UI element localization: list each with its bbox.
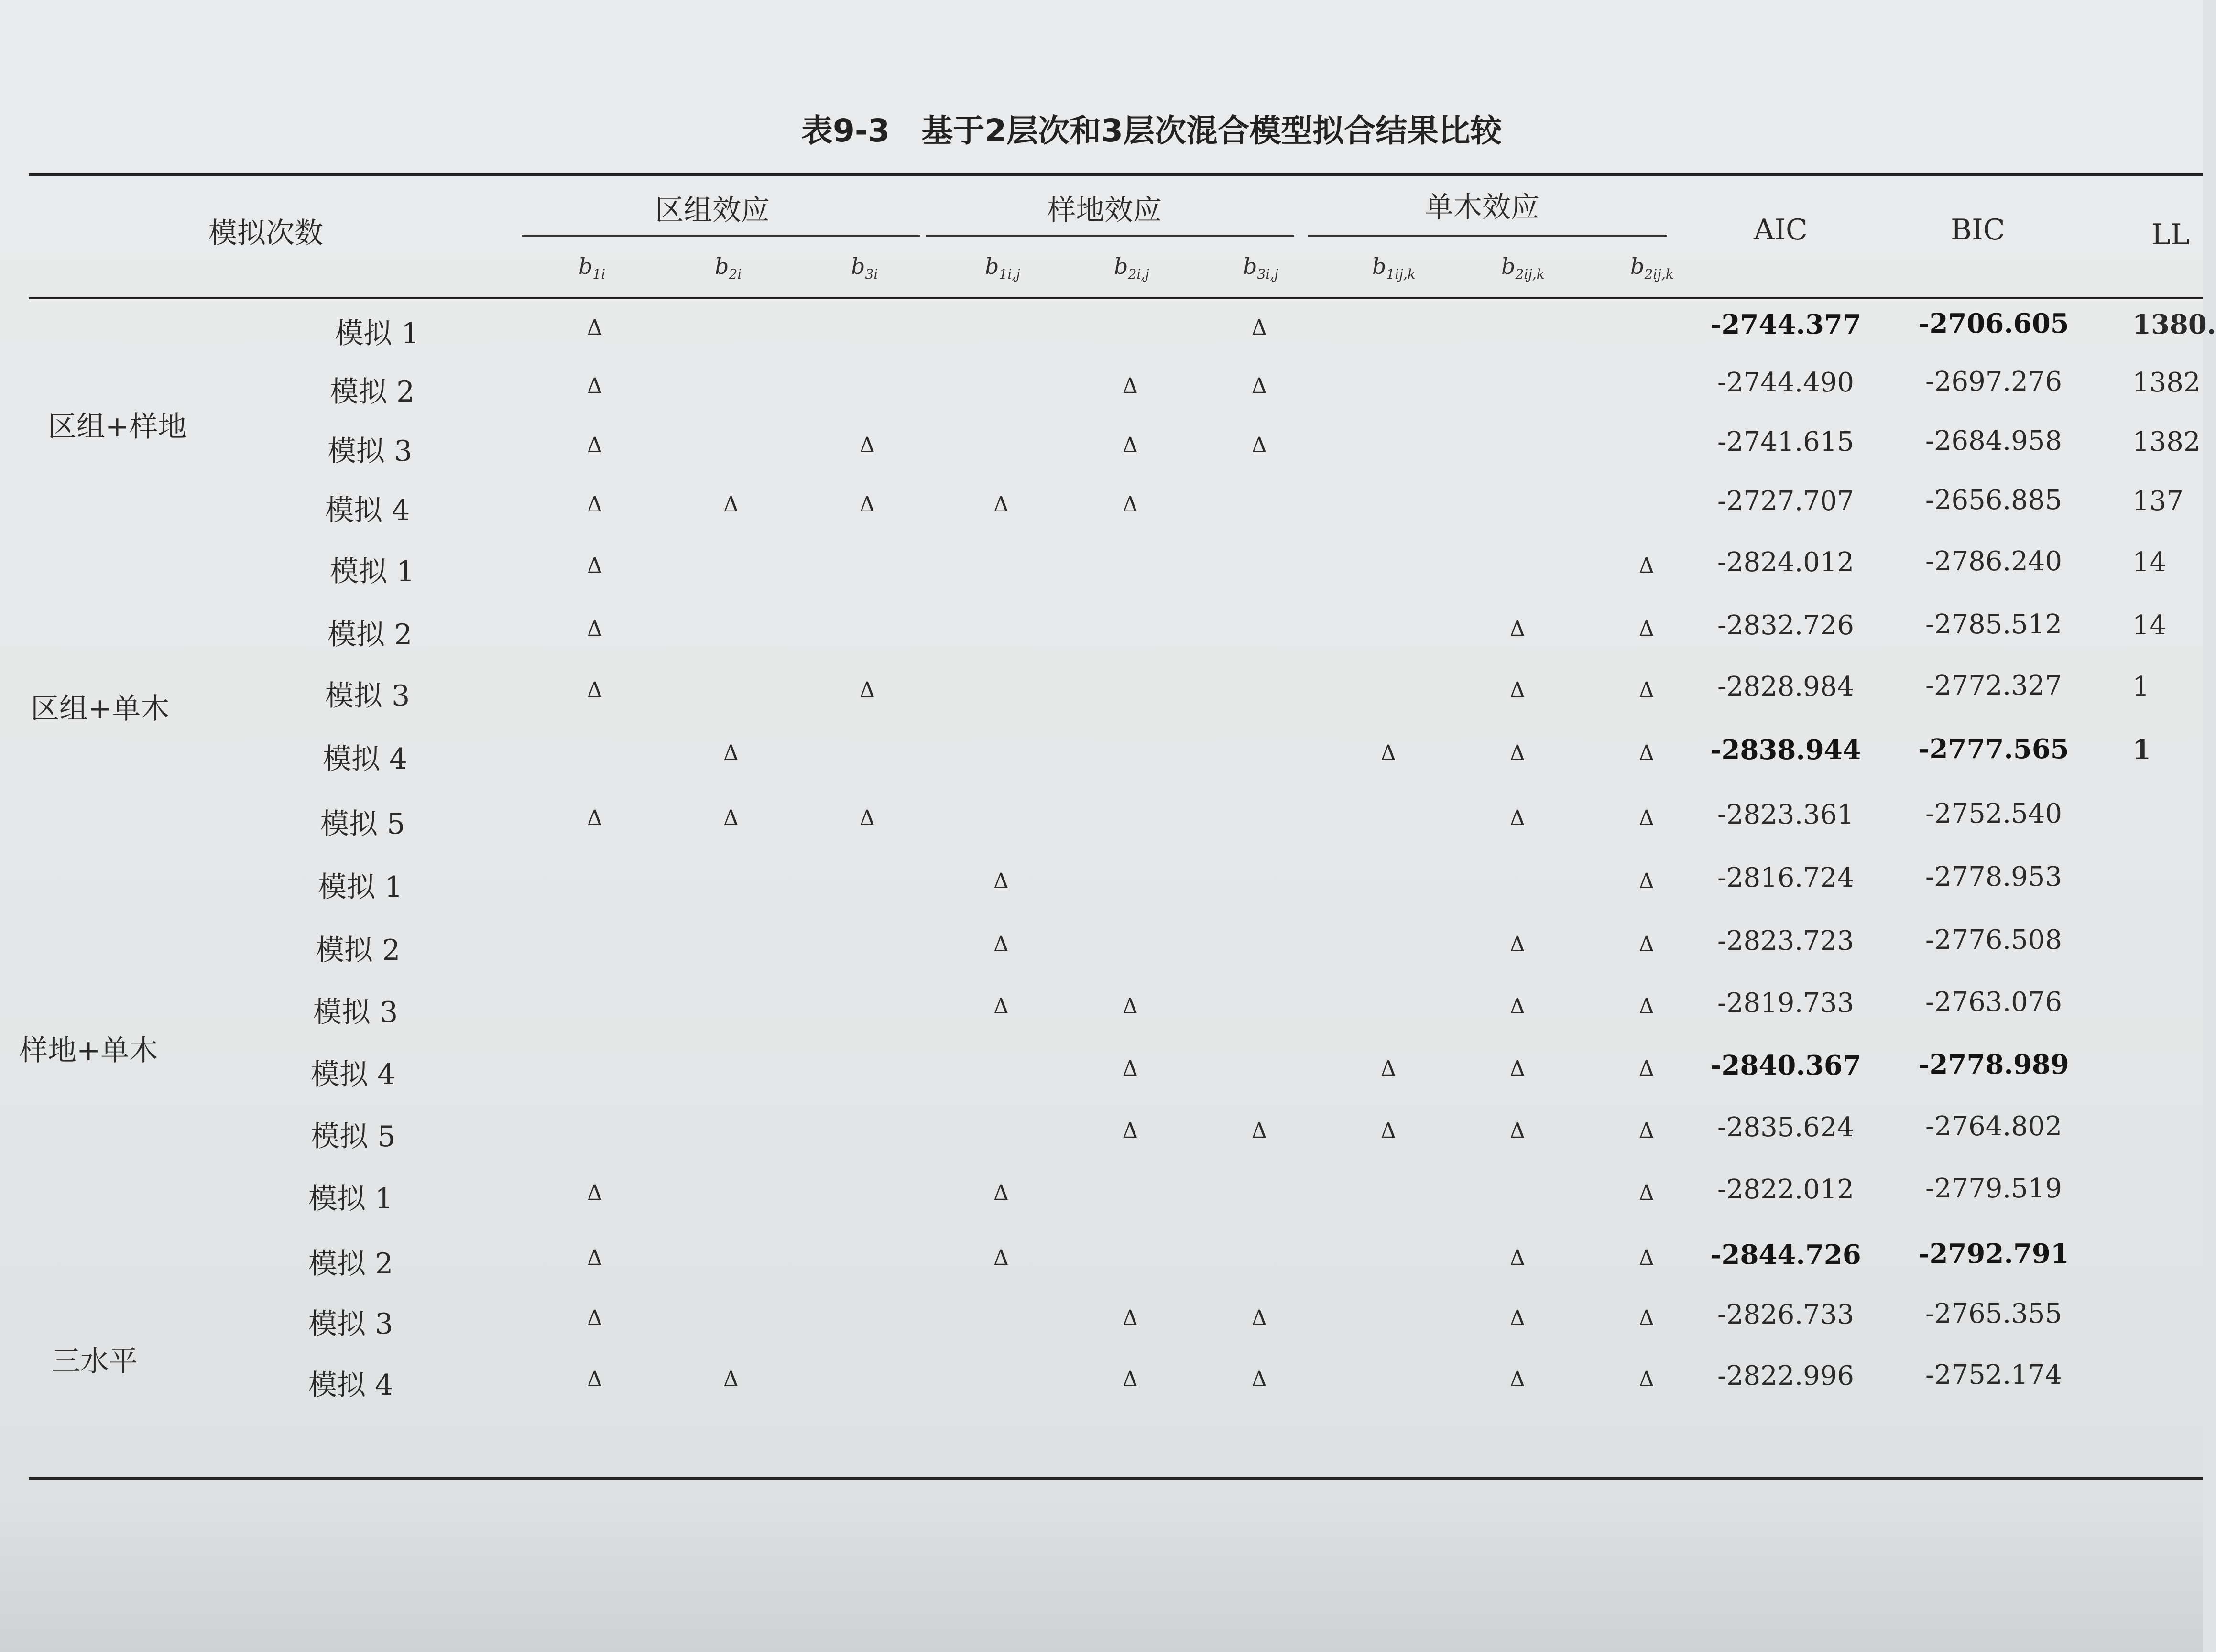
effect-marker: Δ [993, 492, 1009, 517]
effect-marker: Δ [1639, 1306, 1654, 1330]
subheader-subscript: 3i [865, 266, 878, 283]
aic-value: -2828.984 [1717, 671, 1855, 702]
row-label: 模拟 5 [311, 1120, 396, 1153]
row-label: 模拟 4 [325, 494, 410, 527]
bic-value: -2656.885 [1925, 485, 2063, 516]
effect-marker: Δ [1510, 1056, 1525, 1081]
subheader-base: b [1630, 253, 1645, 279]
header-plot-effect: 样地效应 [1047, 194, 1162, 227]
ll-value: 1382 [2132, 367, 2201, 398]
effect-marker: Δ [1510, 1306, 1525, 1330]
effect-marker: Δ [1123, 433, 1138, 457]
effect-marker: Δ [1510, 1367, 1525, 1391]
ll-value: 137 [2132, 486, 2183, 517]
effect-marker: Δ [1123, 1056, 1138, 1081]
subheader-9 [1630, 253, 1674, 282]
table-title: 表9-3 基于2层次和3层次混合模型拟合结果比较 [801, 112, 1502, 149]
row-label: 模拟 2 [330, 375, 415, 409]
ll-value: 14 [2132, 547, 2167, 578]
effect-marker: Δ [1639, 617, 1654, 641]
row-label: 模拟 2 [316, 934, 401, 967]
row-label: 模拟 2 [327, 618, 413, 652]
subheader-subscript: 3i,j [1257, 266, 1278, 283]
subheader-2 [715, 253, 742, 282]
effect-marker: Δ [1639, 741, 1654, 765]
aic-value: -2832.726 [1717, 610, 1855, 641]
subheader-base: b [579, 253, 593, 279]
aic-value: -2744.377 [1710, 309, 1861, 340]
aic-value: -2823.723 [1717, 925, 1855, 956]
effect-marker: Δ [587, 678, 602, 702]
effect-marker: Δ [1510, 932, 1525, 956]
row-label: 模拟 4 [311, 1058, 396, 1091]
aic-value: -2727.707 [1717, 486, 1855, 517]
header-bic: BIC [1951, 213, 2005, 247]
effect-marker: Δ [1510, 1119, 1525, 1143]
bottom-rule [29, 1477, 2203, 1480]
bic-value: -2763.076 [1925, 987, 2063, 1018]
subheader-base: b [1114, 253, 1128, 279]
subheader-subscript: 2ij,k [1644, 266, 1674, 283]
effect-marker: Δ [993, 1246, 1009, 1270]
category-three-level: 三水平 [52, 1345, 138, 1378]
header-rule [29, 297, 2203, 299]
bic-value: -2765.355 [1925, 1298, 2063, 1329]
subheader-4 [985, 253, 1020, 282]
ll-value: 1382 [2132, 426, 2201, 457]
effect-marker: Δ [860, 806, 875, 830]
effect-marker: Δ [860, 492, 875, 517]
aic-value: -2822.012 [1717, 1174, 1855, 1205]
aic-value: -2824.012 [1717, 547, 1855, 578]
subheader-8 [1501, 253, 1545, 282]
bic-value: -2777.565 [1918, 733, 2069, 765]
group-underline-tree [1308, 235, 1667, 237]
effect-marker: Δ [1123, 1119, 1138, 1143]
aic-value: -2823.361 [1717, 799, 1855, 830]
subheader-6 [1243, 253, 1278, 282]
aic-value: -2835.624 [1717, 1112, 1855, 1143]
bic-value: -2778.989 [1918, 1049, 2069, 1080]
subheader-base: b [985, 253, 999, 279]
effect-marker: Δ [1252, 1306, 1267, 1330]
bic-value: -2752.174 [1925, 1359, 2063, 1391]
subheader-base: b [715, 253, 729, 279]
category-block-tree: 区组+单木 [31, 692, 170, 726]
effect-marker: Δ [993, 994, 1009, 1019]
header-sim-count: 模拟次数 [208, 217, 323, 250]
effect-marker: Δ [1252, 433, 1267, 457]
row-label: 模拟 1 [308, 1182, 393, 1216]
effect-marker: Δ [1639, 1367, 1654, 1391]
effect-marker: Δ [1510, 741, 1525, 765]
aic-value: -2822.996 [1717, 1360, 1855, 1391]
effect-marker: Δ [1639, 806, 1654, 830]
effect-marker: Δ [1123, 374, 1138, 398]
effect-marker: Δ [1510, 617, 1525, 641]
group-underline-plot [926, 235, 1294, 237]
effect-marker: Δ [860, 433, 875, 457]
effect-marker: Δ [1381, 1056, 1396, 1081]
effect-marker: Δ [587, 492, 602, 517]
row-label: 模拟 3 [327, 435, 413, 468]
bic-value: -2706.605 [1918, 308, 2069, 339]
subheader-subscript: 1ij,k [1386, 266, 1416, 283]
bic-value: -2786.240 [1925, 546, 2063, 577]
bic-value: -2764.802 [1925, 1111, 2063, 1142]
effect-marker: Δ [1510, 806, 1525, 830]
effect-marker: Δ [587, 433, 602, 457]
category-plot-tree: 样地+单木 [19, 1034, 158, 1067]
aic-value: -2840.367 [1710, 1050, 1861, 1081]
subheader-subscript: 2ij,k [1515, 266, 1545, 283]
effect-marker: Δ [587, 1246, 602, 1270]
effect-marker: Δ [1252, 374, 1267, 398]
subheader-base: b [1243, 253, 1257, 279]
bic-value: -2697.276 [1925, 366, 2063, 397]
subheader-subscript: 1i [592, 266, 606, 283]
ll-value: 1380. [2132, 309, 2216, 340]
bic-value: -2684.958 [1925, 425, 2063, 456]
effect-marker: Δ [993, 1181, 1009, 1205]
effect-marker: Δ [1639, 932, 1654, 956]
row-label: 模拟 5 [320, 807, 405, 841]
header-block-effect: 区组效应 [655, 194, 770, 227]
effect-marker: Δ [993, 932, 1009, 956]
effect-marker: Δ [993, 869, 1009, 893]
subheader-5 [1114, 253, 1149, 282]
aic-value: -2844.726 [1710, 1239, 1861, 1271]
effect-marker: Δ [1510, 994, 1525, 1019]
header-tree-effect: 单木效应 [1425, 191, 1539, 224]
effect-marker: Δ [587, 554, 602, 578]
effect-marker: Δ [1510, 678, 1525, 702]
row-label: 模拟 2 [308, 1247, 393, 1281]
effect-marker: Δ [1639, 1056, 1654, 1081]
subheader-1 [579, 253, 605, 282]
row-label: 模拟 3 [313, 996, 398, 1029]
effect-marker: Δ [1639, 1246, 1654, 1270]
header-ll: LL [2151, 218, 2190, 251]
effect-marker: Δ [1123, 1306, 1138, 1330]
ll-value: 14 [2132, 610, 2167, 641]
effect-marker: Δ [1381, 741, 1396, 765]
category-block-plot: 区组+样地 [48, 410, 187, 444]
effect-marker: Δ [587, 315, 602, 340]
bic-value: -2772.327 [1925, 670, 2063, 701]
effect-marker: Δ [1639, 678, 1654, 702]
aic-value: -2838.944 [1710, 734, 1861, 766]
effect-marker: Δ [1252, 1367, 1267, 1391]
row-label: 模拟 4 [308, 1369, 393, 1402]
aic-value: -2826.733 [1717, 1299, 1855, 1330]
aic-value: -2816.724 [1717, 862, 1855, 893]
effect-marker: Δ [860, 678, 875, 702]
bic-value: -2752.540 [1925, 798, 2063, 829]
effect-marker: Δ [1639, 1181, 1654, 1205]
effect-marker: Δ [1252, 315, 1267, 340]
bic-value: -2792.791 [1918, 1238, 2069, 1270]
aic-value: -2744.490 [1717, 367, 1855, 398]
subheader-base: b [1501, 253, 1516, 279]
effect-marker: Δ [587, 1306, 602, 1330]
row-label: 模拟 3 [325, 679, 410, 713]
effect-marker: Δ [587, 1181, 602, 1205]
effect-marker: Δ [1381, 1119, 1396, 1143]
subheader-subscript: 2i,j [1128, 266, 1149, 283]
effect-marker: Δ [1639, 554, 1654, 578]
subheader-3 [851, 253, 878, 282]
bic-value: -2779.519 [1925, 1173, 2063, 1204]
effect-marker: Δ [723, 492, 739, 517]
row-label: 模拟 1 [318, 870, 403, 904]
subheader-subscript: 1i,j [999, 266, 1020, 283]
header-aic: AIC [1754, 213, 1808, 247]
effect-marker: Δ [587, 1367, 602, 1391]
effect-marker: Δ [1123, 994, 1138, 1019]
effect-marker: Δ [723, 806, 739, 830]
group-underline-block [522, 235, 920, 237]
ll-value: 1 [2132, 671, 2150, 702]
effect-marker: Δ [723, 741, 739, 765]
bic-value: -2785.512 [1925, 609, 2063, 640]
subheader-7 [1372, 253, 1416, 282]
effect-marker: Δ [1639, 1119, 1654, 1143]
effect-marker: Δ [1639, 869, 1654, 893]
subheader-subscript: 2i [729, 266, 742, 283]
bic-value: -2776.508 [1925, 924, 2063, 956]
aic-value: -2819.733 [1717, 988, 1855, 1019]
row-label: 模拟 1 [335, 317, 420, 350]
effect-marker: Δ [723, 1367, 739, 1391]
effect-marker: Δ [587, 806, 602, 830]
row-label: 模拟 1 [330, 555, 415, 588]
ll-value: 1 [2132, 734, 2151, 766]
page-shadow [0, 1496, 2203, 1652]
effect-marker: Δ [1639, 994, 1654, 1019]
subheader-base: b [851, 253, 865, 279]
row-label: 模拟 4 [323, 742, 408, 776]
effect-marker: Δ [587, 374, 602, 398]
top-rule [29, 173, 2203, 176]
subheader-base: b [1372, 253, 1386, 279]
row-label: 模拟 3 [308, 1307, 393, 1341]
effect-marker: Δ [1123, 1367, 1138, 1391]
effect-marker: Δ [1123, 492, 1138, 517]
effect-marker: Δ [1252, 1119, 1267, 1143]
effect-marker: Δ [587, 617, 602, 641]
aic-value: -2741.615 [1717, 426, 1855, 457]
bic-value: -2778.953 [1925, 861, 2063, 892]
effect-marker: Δ [1510, 1246, 1525, 1270]
